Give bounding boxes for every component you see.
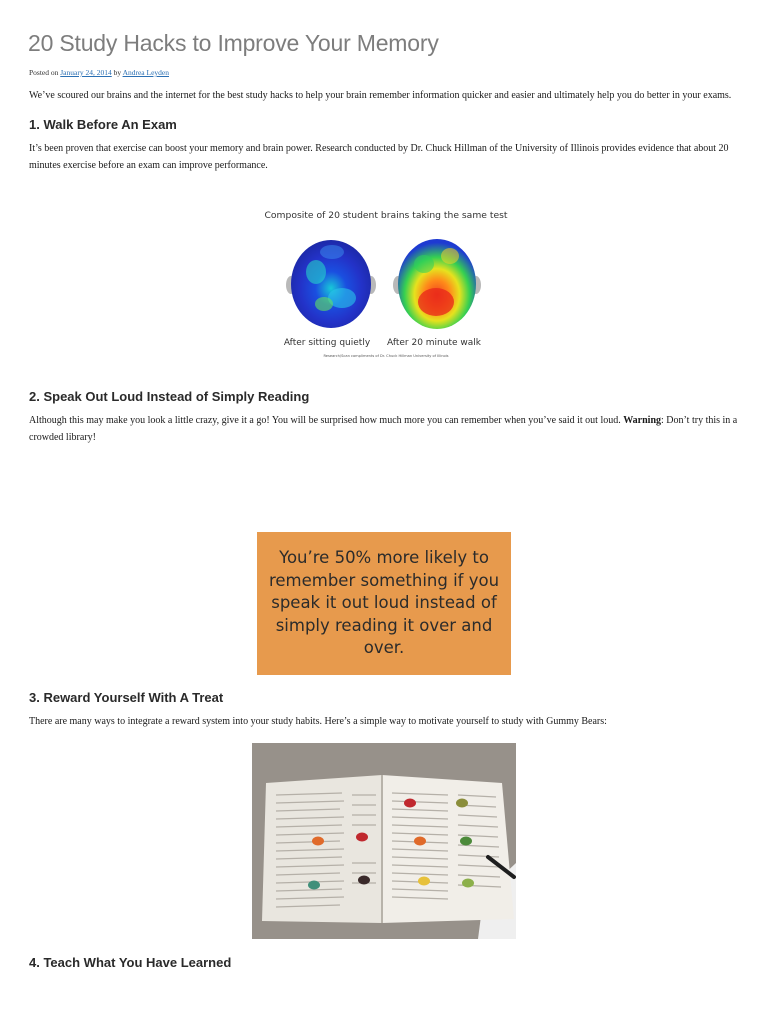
page-title: 20 Study Hacks to Improve Your Memory bbox=[28, 30, 439, 56]
quote-card-figure bbox=[257, 532, 511, 675]
post-date-link[interactable]: January 24, 2014 bbox=[60, 68, 112, 77]
section-body-2-tail: : Don’t try this in a crowded library! bbox=[29, 415, 738, 443]
brain-left-caption: After sitting quietly bbox=[283, 338, 371, 348]
brain-scan-figure bbox=[264, 194, 508, 370]
section-heading-1: 1. Walk Before An Exam bbox=[29, 117, 177, 132]
brain-figure-title: Composite of 20 student brains taking the same test bbox=[264, 210, 508, 221]
section-body-1: It’s been proven that exercise can boost your memory and brain power. Research conducted by Dr. Chuck Hillman of the University of Illinois provides evidence that about 20 minutes exercise before an exam can improve performance. bbox=[29, 143, 729, 171]
brain-right-caption: After 20 minute walk bbox=[387, 338, 481, 348]
section-body-2 bbox=[29, 413, 741, 446]
posted-on-label: Posted on bbox=[29, 68, 59, 77]
section-heading-3: 3. Reward Yourself With A Treat bbox=[29, 690, 224, 705]
by-label: by bbox=[113, 68, 122, 77]
intro-paragraph: We’ve scoured our brains and the internet for the best study hacks to help your brain remember information quicker and easier and ultimately help you do better in your exams. bbox=[29, 90, 732, 101]
section-heading-2: 2. Speak Out Loud Instead of Simply Reading bbox=[29, 389, 310, 404]
section-heading-4: 4. Teach What You Have Learned bbox=[29, 955, 232, 970]
warning-label: Warning bbox=[623, 415, 662, 426]
post-meta bbox=[29, 68, 169, 77]
gummy-bears-book-photo bbox=[252, 743, 516, 939]
book-left-page bbox=[262, 775, 382, 923]
section-body-2-text: Although this may make you look a little crazy, give it a go! You will be surprised how much more you can remember when you’ve said it out loud. bbox=[29, 415, 621, 426]
section-body-3: There are many ways to integrate a reward system into your study habits. Here’s a simple way to motivate yourself to study with Gummy Bears: bbox=[29, 716, 607, 727]
quote-card-text: You’re 50% more likely to remember something if you speak it out loud instead of simply reading it over and over. bbox=[268, 548, 500, 658]
brain-figure-credit: Research/Scan compliments of Dr. Chuck Hillman University of Illinois bbox=[323, 354, 449, 358]
author-link[interactable]: Andrea Leyden bbox=[122, 68, 169, 77]
